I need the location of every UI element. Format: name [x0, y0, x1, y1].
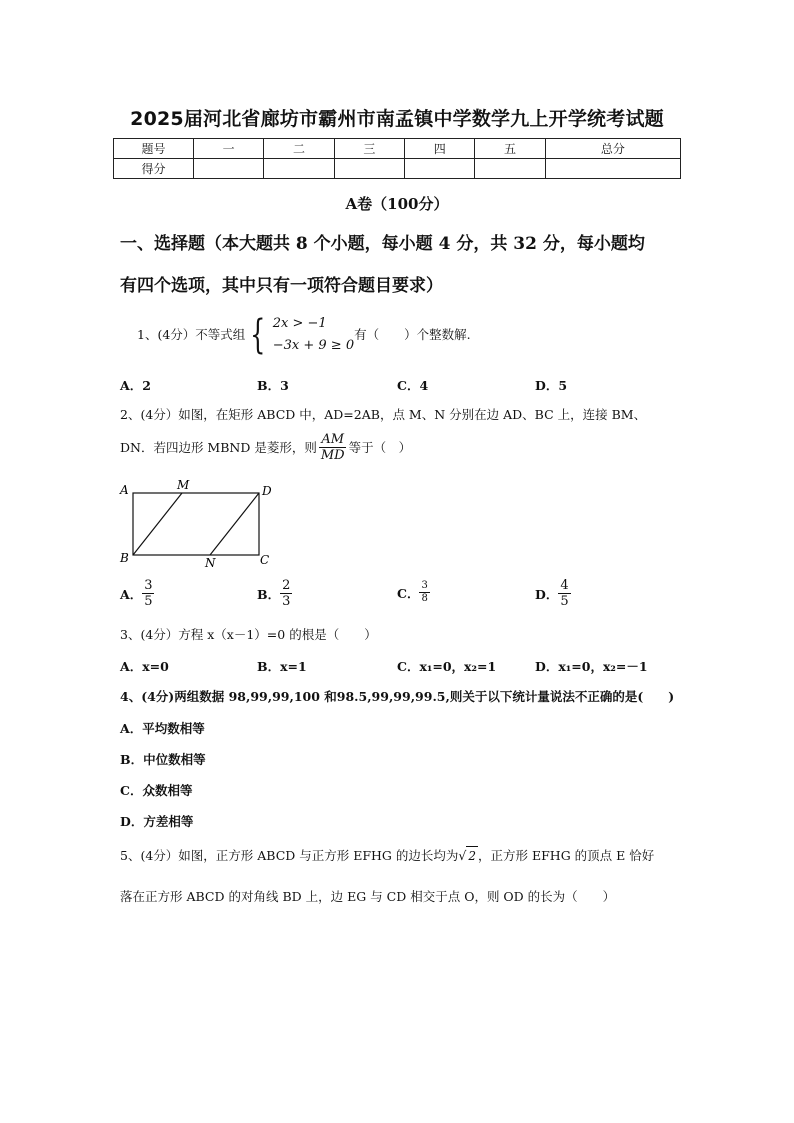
- option-letter: D．: [535, 586, 559, 602]
- q2-option-b[interactable]: [257, 578, 292, 609]
- q2-line2-prefix: DN．若四边形 MBND 是菱形，则: [120, 439, 317, 455]
- rectangle-figure: [115, 478, 280, 570]
- inequality-system: [245, 313, 354, 357]
- q1-prefix: 1、(4分）不等式组: [137, 327, 246, 342]
- rectangle-abcd: [133, 493, 259, 555]
- score-cell: [545, 159, 680, 179]
- score-cell: 二: [264, 139, 334, 159]
- q3-option-b[interactable]: B．x=1: [257, 659, 307, 674]
- q1-suffix: 有（ ）个整数解.: [354, 327, 471, 342]
- score-cell: 五: [475, 139, 545, 159]
- score-cell: 题号: [114, 139, 194, 159]
- label-n: N: [205, 556, 216, 570]
- q1-option-d[interactable]: D．5: [535, 378, 568, 393]
- score-cell: [264, 159, 334, 179]
- fraction-numerator: 3: [144, 578, 153, 593]
- am-md-fraction: [319, 432, 347, 463]
- q2-option-a[interactable]: [120, 578, 154, 609]
- sqrt-sign: √: [458, 848, 467, 863]
- q4-option-c[interactable]: C．众数相等: [120, 783, 193, 798]
- q2-line2: [120, 432, 411, 463]
- q2-line2-suffix: 等于（ ）: [348, 439, 412, 455]
- q3-option-c[interactable]: C．x₁=0，x₂=1: [397, 659, 497, 674]
- score-cell: [334, 159, 404, 179]
- q5-line1-b: ，正方形 EFHG 的顶点 E 恰好: [478, 847, 655, 863]
- fraction-numerator: 4: [560, 578, 569, 593]
- label-b: B: [120, 551, 129, 565]
- score-cell: [475, 159, 545, 179]
- fraction-denominator: MD: [320, 448, 345, 463]
- fraction-denominator: 5: [144, 594, 153, 609]
- q1-option-b[interactable]: B．3: [257, 378, 289, 393]
- q3-option-d[interactable]: D．x₁=0，x₂=－1: [535, 659, 648, 674]
- q2-option-d[interactable]: [535, 578, 571, 609]
- sqrt-radicand: 2: [466, 846, 478, 865]
- q4-option-b[interactable]: B．中位数相等: [120, 752, 206, 767]
- question-3: 3、(4分）方程 x（x－1）=0 的根是（ ）: [120, 627, 377, 642]
- q5-line1: [120, 846, 690, 865]
- score-cell: 四: [405, 139, 475, 159]
- inequality-line-2: −3x + 9 ≥ 0: [272, 338, 355, 353]
- inequality-line-1: 2x > −1: [272, 316, 327, 331]
- question-1: [137, 313, 471, 357]
- sqrt-expression: [458, 846, 478, 865]
- fraction-denominator: 3: [282, 594, 291, 609]
- q3-option-a[interactable]: A．x=0: [120, 659, 169, 674]
- fraction-numerator: 2: [282, 578, 291, 593]
- score-table-score-row: [114, 159, 681, 179]
- fraction-denominator: 5: [560, 594, 569, 609]
- q4-option-d[interactable]: D．方差相等: [120, 814, 194, 829]
- question-4: 4、(4分)两组数据 98,99,99,100 和98.5,99,99,99.5,则关于以下统计量说法不正确的是( ): [120, 689, 675, 704]
- label-c: C: [260, 553, 270, 567]
- option-letter: B．: [257, 586, 281, 602]
- section-heading-line2: 有四个选项，其中只有一项符合题目要求）: [120, 276, 443, 296]
- q2-option-c[interactable]: [397, 580, 430, 605]
- score-table-header-row: [114, 139, 681, 159]
- option-letter: C．: [397, 585, 420, 601]
- label-m: M: [177, 478, 190, 492]
- fraction-denominator: 8: [421, 593, 428, 604]
- q4-option-a[interactable]: A．平均数相等: [120, 721, 205, 736]
- score-cell: 得分: [114, 159, 194, 179]
- score-cell: [194, 159, 264, 179]
- q1-option-a[interactable]: A．2: [120, 378, 151, 393]
- exam-title: 2025届河北省廊坊市霸州市南孟镇中学数学九上开学统考试题: [130, 108, 664, 130]
- q1-option-c[interactable]: C．4: [397, 378, 429, 393]
- label-d: D: [262, 484, 272, 498]
- q5-line1-a: 5、(4分）如图，正方形 ABCD 与正方形 EFHG 的边长均为: [120, 847, 459, 863]
- q2-line1: 2、(4分）如图，在矩形 ABCD 中，AD=2AB，点 M、N 分别在边 AD、BC 上，连接 BM、: [120, 407, 647, 422]
- label-a: A: [120, 483, 129, 497]
- score-table: [113, 138, 681, 179]
- section-heading-line1: 一、选择题（本大题共 8 个小题，每小题 4 分，共 32 分，每小题均: [120, 234, 645, 254]
- option-letter: A．: [120, 586, 143, 602]
- score-cell: [405, 159, 475, 179]
- score-cell: 一: [194, 139, 264, 159]
- brace-symbol: {: [250, 312, 266, 358]
- score-cell: 三: [334, 139, 404, 159]
- score-cell: 总分: [545, 139, 680, 159]
- fraction-numerator: 3: [421, 580, 428, 591]
- fraction-numerator: AM: [321, 432, 345, 447]
- segment-dn: [210, 493, 259, 555]
- q5-line2: 落在正方形 ABCD 的对角线 BD 上，边 EG 与 CD 相交于点 O，则 OD 的长为（ ）: [120, 889, 616, 904]
- volume-heading: A卷（100分）: [345, 195, 449, 213]
- segment-bm: [133, 493, 182, 555]
